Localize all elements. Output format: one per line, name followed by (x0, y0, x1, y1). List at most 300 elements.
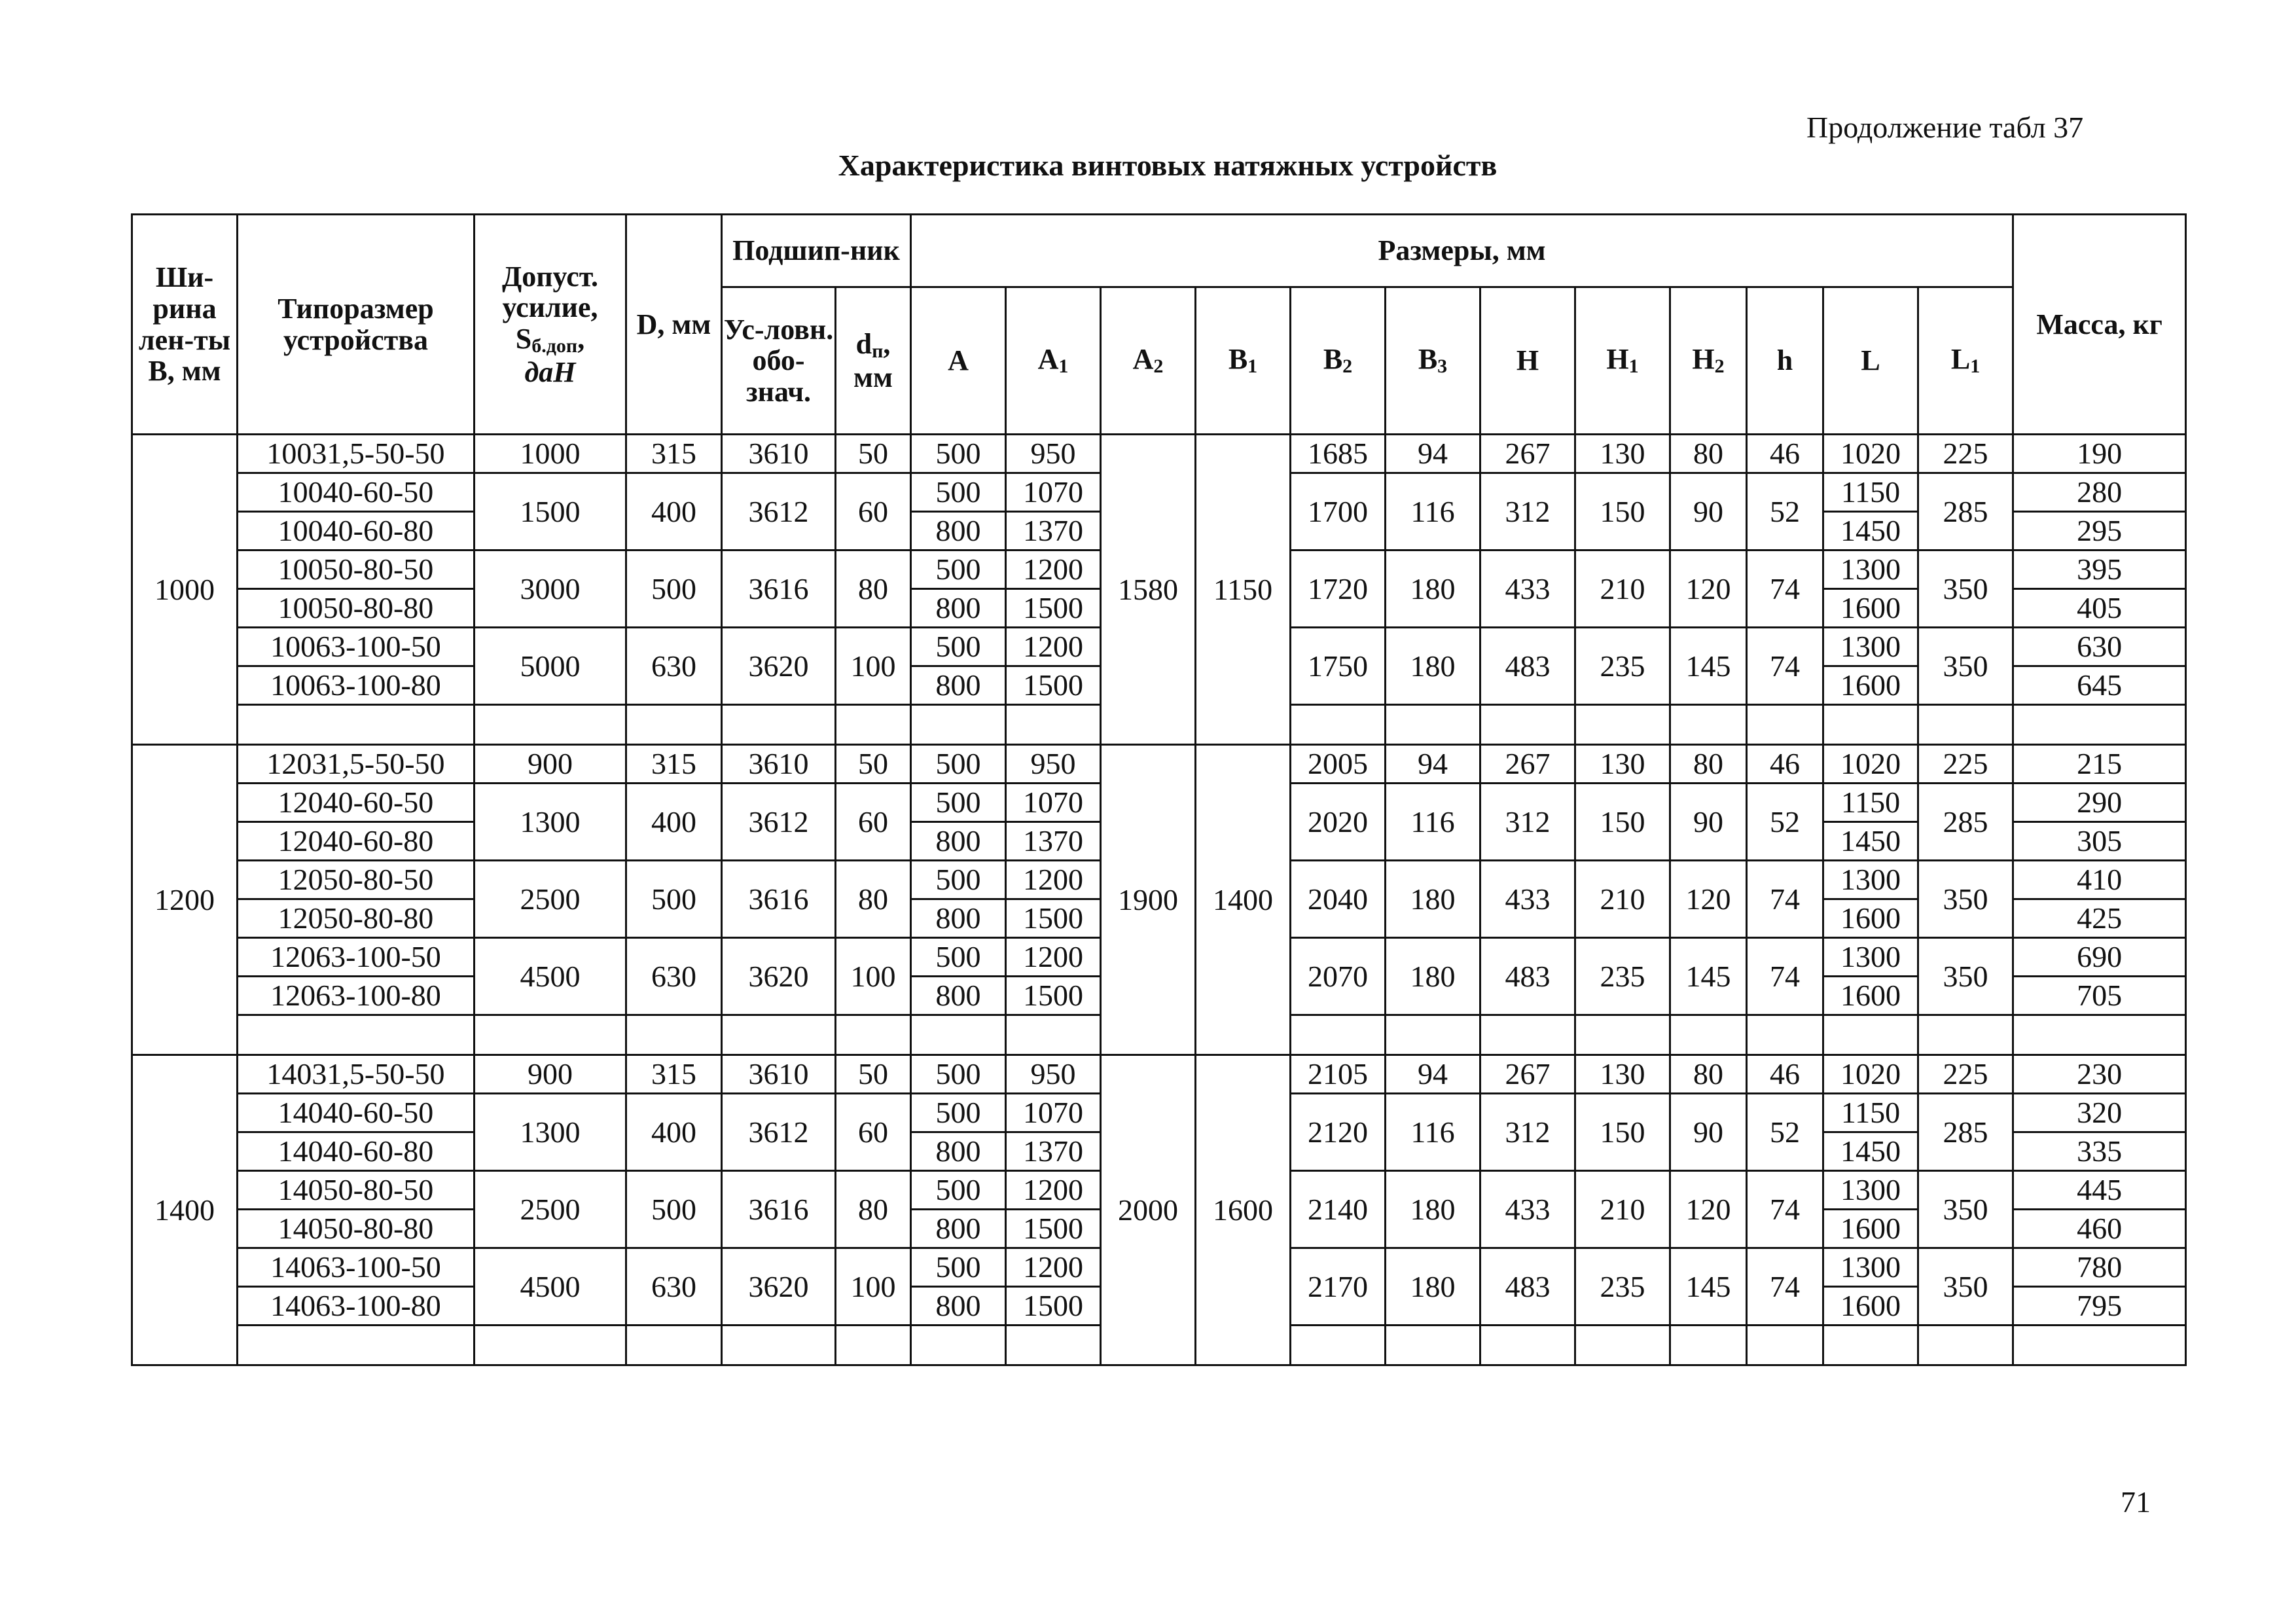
diameter-cell: 500 (626, 550, 722, 628)
dim-h-cell: 267 (1480, 1055, 1575, 1094)
blank-cell (1747, 1015, 1823, 1055)
dim-a-cell: 800 (911, 1287, 1006, 1326)
dim-b3-cell: 180 (1386, 938, 1480, 1015)
header-dim-subscript: 2 (1714, 355, 1725, 378)
dp-cell: 50 (836, 745, 911, 784)
dim-h-cell: 483 (1480, 628, 1575, 705)
dim-h1-cell: 130 (1575, 1055, 1670, 1094)
dim-a-cell: 500 (911, 861, 1006, 899)
dim-a1-cell: 1070 (1006, 1094, 1101, 1132)
dim-b3-cell: 116 (1386, 473, 1480, 550)
dim-h1-cell: 235 (1575, 628, 1670, 705)
dim-a-cell: 800 (911, 512, 1006, 550)
dim-b3-cell: 94 (1386, 435, 1480, 473)
device-type-cell: 12040-60-80 (238, 822, 475, 861)
blank-cell (475, 705, 626, 745)
dim-l1-cell: 225 (1918, 435, 2013, 473)
belt-width-cell: 1200 (132, 745, 238, 1055)
dim-h-cell: 267 (1480, 745, 1575, 784)
dim-b2-cell: 1685 (1291, 435, 1386, 473)
dim-h2-cell: 145 (1670, 1248, 1747, 1326)
dim-a1-cell: 1200 (1006, 628, 1101, 666)
blank-cell (1480, 1015, 1575, 1055)
force-cell: 5000 (475, 628, 626, 705)
device-type-cell: 14031,5-50-50 (238, 1055, 475, 1094)
dim-l-cell: 1600 (1823, 1210, 1918, 1248)
device-type-cell: 12063-100-80 (238, 977, 475, 1015)
tension-devices-table (131, 213, 2187, 1366)
diameter-cell: 630 (626, 1248, 722, 1326)
dim-h2-cell: 90 (1670, 473, 1747, 550)
dim-a-cell: 500 (911, 938, 1006, 977)
header-dim-subscript: 1 (1970, 355, 1981, 378)
dim-h2-cell: 90 (1670, 784, 1747, 861)
dim-h2-cell: 120 (1670, 1171, 1747, 1248)
dim-a1-cell: 1370 (1006, 512, 1101, 550)
force-cell: 1300 (475, 784, 626, 861)
dim-a2-cell: 1580 (1101, 435, 1196, 745)
blank-cell (2013, 705, 2186, 745)
diameter-cell: 315 (626, 745, 722, 784)
dim-b3-cell: 116 (1386, 784, 1480, 861)
bearing-code-cell: 3610 (722, 1055, 836, 1094)
dim-b3-cell: 180 (1386, 1171, 1480, 1248)
dim-h-cell: 312 (1480, 784, 1575, 861)
blank-cell (1006, 1326, 1101, 1365)
dim-a1-cell: 1500 (1006, 977, 1101, 1015)
mass-cell: 645 (2013, 666, 2186, 705)
dim-a2-cell: 1900 (1101, 745, 1196, 1055)
blank-cell (1747, 1326, 1823, 1365)
dim-a1-cell: 1500 (1006, 899, 1101, 938)
dim-small-h-cell: 52 (1747, 1094, 1823, 1171)
dim-small-h-cell: 74 (1747, 550, 1823, 628)
device-type-cell: 10050-80-50 (238, 550, 475, 589)
dim-l-cell: 1020 (1823, 745, 1918, 784)
device-type-cell: 12031,5-50-50 (238, 745, 475, 784)
dim-h1-cell: 235 (1575, 938, 1670, 1015)
dim-h-cell: 483 (1480, 938, 1575, 1015)
mass-cell: 290 (2013, 784, 2186, 822)
dim-h2-cell: 80 (1670, 1055, 1747, 1094)
device-type-cell: 12050-80-80 (238, 899, 475, 938)
force-cell: 900 (475, 1055, 626, 1094)
dim-b2-cell: 2005 (1291, 745, 1386, 784)
dim-l-cell: 1600 (1823, 977, 1918, 1015)
header-dim-h2 (1670, 287, 1747, 435)
blank-cell (722, 1015, 836, 1055)
dim-a1-cell: 1500 (1006, 1210, 1101, 1248)
dim-a-cell: 500 (911, 473, 1006, 512)
dim-l-cell: 1020 (1823, 435, 1918, 473)
dim-l-cell: 1450 (1823, 822, 1918, 861)
dim-small-h-cell: 74 (1747, 861, 1823, 938)
blank-cell (475, 1015, 626, 1055)
mass-cell: 460 (2013, 1210, 2186, 1248)
dim-l1-cell: 350 (1918, 1248, 2013, 1326)
header-force-label: Допуст. усилие, (501, 260, 599, 324)
bearing-code-cell: 3612 (722, 473, 836, 550)
blank-cell (1291, 1015, 1386, 1055)
dim-h1-cell: 150 (1575, 1094, 1670, 1171)
dim-h1-cell: 210 (1575, 861, 1670, 938)
dim-l-cell: 1020 (1823, 1055, 1918, 1094)
header-dim-letter: L (1950, 343, 1971, 376)
dim-small-h-cell: 74 (1747, 938, 1823, 1015)
blank-cell (722, 705, 836, 745)
blank-cell (836, 1326, 911, 1365)
device-type-cell: 10031,5-50-50 (238, 435, 475, 473)
diameter-cell: 630 (626, 628, 722, 705)
dim-l1-cell: 285 (1918, 473, 2013, 550)
table-body (132, 435, 2186, 1365)
table-title: Характеристика винтовых натяжных устройств (838, 149, 1498, 182)
blank-cell (911, 705, 1006, 745)
dim-l1-cell: 350 (1918, 628, 2013, 705)
dim-h1-cell: 210 (1575, 1171, 1670, 1248)
dim-l1-cell: 225 (1918, 745, 2013, 784)
force-cell: 900 (475, 745, 626, 784)
bearing-code-cell: 3620 (722, 1248, 836, 1326)
dim-l-cell: 1300 (1823, 550, 1918, 589)
blank-cell (1575, 1015, 1670, 1055)
blank-cell (2013, 1015, 2186, 1055)
header-dim-subscript: 3 (1437, 355, 1448, 378)
dim-small-h-cell: 46 (1747, 745, 1823, 784)
header-dim-letter: B (1418, 343, 1438, 376)
header-dim-letter: B (1228, 343, 1248, 376)
header-dim-subscript: 1 (1628, 355, 1639, 378)
header-sizes: Размеры, мм (911, 215, 2013, 287)
dim-l-cell: 1600 (1823, 589, 1918, 628)
dim-a1-cell: 950 (1006, 745, 1101, 784)
table-row (132, 435, 2186, 473)
dim-b2-cell: 2170 (1291, 1248, 1386, 1326)
header-dim-letter: H (1516, 344, 1539, 377)
device-type-cell: 14063-100-50 (238, 1248, 475, 1287)
mass-cell: 305 (2013, 822, 2186, 861)
dim-a-cell: 500 (911, 745, 1006, 784)
header-dp (836, 287, 911, 435)
mass-cell: 230 (2013, 1055, 2186, 1094)
table-continuation-note: Продолжение табл 37 (1806, 111, 2084, 144)
device-type-cell: 14050-80-80 (238, 1210, 475, 1248)
dp-cell: 100 (836, 938, 911, 1015)
dim-b2-cell: 1750 (1291, 628, 1386, 705)
mass-cell: 705 (2013, 977, 2186, 1015)
header-device-type: Типоразмер устройства (238, 215, 475, 435)
dim-a1-cell: 1070 (1006, 784, 1101, 822)
blank-cell (1480, 1326, 1575, 1365)
diameter-cell: 315 (626, 1055, 722, 1094)
dim-b3-cell: 180 (1386, 628, 1480, 705)
diameter-cell: 630 (626, 938, 722, 1015)
dim-h-cell: 433 (1480, 550, 1575, 628)
dim-b1-cell: 1150 (1196, 435, 1291, 745)
dim-a1-cell: 950 (1006, 1055, 1101, 1094)
blank-cell (911, 1015, 1006, 1055)
device-type-cell: 12063-100-50 (238, 938, 475, 977)
dp-cell: 80 (836, 550, 911, 628)
header-dim-subscript: 1 (1247, 355, 1258, 378)
header-dp-symbol: d (855, 327, 872, 360)
bearing-code-cell: 3612 (722, 1094, 836, 1171)
device-type-cell: 12050-80-50 (238, 861, 475, 899)
force-cell: 2500 (475, 1171, 626, 1248)
bearing-code-cell: 3616 (722, 861, 836, 938)
device-type-cell: 14050-80-50 (238, 1171, 475, 1210)
blank-cell (238, 1015, 475, 1055)
blank-cell (1823, 1015, 1918, 1055)
dim-a1-cell: 1200 (1006, 550, 1101, 589)
header-dim-letter: A (1037, 343, 1059, 376)
dim-b3-cell: 180 (1386, 550, 1480, 628)
dim-l1-cell: 350 (1918, 550, 2013, 628)
dim-b2-cell: 1700 (1291, 473, 1386, 550)
table-row (132, 1055, 2186, 1094)
device-type-cell: 10050-80-80 (238, 589, 475, 628)
header-bearing: Подшип-ник (722, 215, 911, 287)
diameter-cell: 500 (626, 1171, 722, 1248)
blank-cell (1670, 1326, 1747, 1365)
dim-l-cell: 1600 (1823, 666, 1918, 705)
header-dim-letter: H (1606, 343, 1629, 376)
dim-a1-cell: 950 (1006, 435, 1101, 473)
dim-b2-cell: 2020 (1291, 784, 1386, 861)
bearing-code-cell: 3610 (722, 435, 836, 473)
dim-l1-cell: 285 (1918, 1094, 2013, 1171)
blank-cell (911, 1326, 1006, 1365)
dim-b2-cell: 2070 (1291, 938, 1386, 1015)
dp-cell: 60 (836, 784, 911, 861)
dim-h2-cell: 80 (1670, 745, 1747, 784)
dim-b2-cell: 1720 (1291, 550, 1386, 628)
dim-l1-cell: 350 (1918, 938, 2013, 1015)
blank-cell (1918, 1326, 2013, 1365)
dim-a-cell: 500 (911, 628, 1006, 666)
dim-a-cell: 800 (911, 977, 1006, 1015)
bearing-code-cell: 3620 (722, 938, 836, 1015)
dim-l-cell: 1300 (1823, 1171, 1918, 1210)
dim-h2-cell: 80 (1670, 435, 1747, 473)
header-dim-h (1480, 287, 1575, 435)
dim-b2-cell: 2140 (1291, 1171, 1386, 1248)
blank-cell (1670, 705, 1747, 745)
dim-l1-cell: 285 (1918, 784, 2013, 861)
header-dim-a1 (1006, 287, 1101, 435)
dp-cell: 100 (836, 628, 911, 705)
mass-cell: 280 (2013, 473, 2186, 512)
header-dim-l1 (1918, 287, 2013, 435)
force-cell: 1000 (475, 435, 626, 473)
mass-cell: 410 (2013, 861, 2186, 899)
force-cell: 1300 (475, 1094, 626, 1171)
blank-cell (1747, 705, 1823, 745)
dim-l-cell: 1600 (1823, 1287, 1918, 1326)
dim-a-cell: 800 (911, 899, 1006, 938)
dim-a1-cell: 1200 (1006, 1248, 1101, 1287)
dim-h1-cell: 210 (1575, 550, 1670, 628)
dim-a1-cell: 1370 (1006, 822, 1101, 861)
dim-a-cell: 500 (911, 1171, 1006, 1210)
diameter-cell: 400 (626, 473, 722, 550)
bearing-code-cell: 3610 (722, 745, 836, 784)
dim-small-h-cell: 74 (1747, 1171, 1823, 1248)
dim-h1-cell: 235 (1575, 1248, 1670, 1326)
dim-h2-cell: 145 (1670, 938, 1747, 1015)
dim-h-cell: 483 (1480, 1248, 1575, 1326)
dp-cell: 50 (836, 435, 911, 473)
dim-a1-cell: 1200 (1006, 1171, 1101, 1210)
dim-b3-cell: 180 (1386, 1248, 1480, 1326)
header-dp-subscript: п (872, 340, 884, 362)
dim-h2-cell: 120 (1670, 550, 1747, 628)
dim-b3-cell: 94 (1386, 1055, 1480, 1094)
dim-l-cell: 1300 (1823, 938, 1918, 977)
force-cell: 4500 (475, 938, 626, 1015)
dim-a1-cell: 1500 (1006, 666, 1101, 705)
diameter-cell: 400 (626, 1094, 722, 1171)
blank-cell (1386, 1015, 1480, 1055)
table-header (132, 215, 2186, 435)
dim-a-cell: 500 (911, 435, 1006, 473)
dim-small-h-cell: 52 (1747, 784, 1823, 861)
dim-small-h-cell: 74 (1747, 628, 1823, 705)
device-type-cell: 10040-60-50 (238, 473, 475, 512)
dp-cell: 60 (836, 473, 911, 550)
header-dim-letter: A (1132, 343, 1154, 376)
dp-cell: 80 (836, 1171, 911, 1248)
header-dim-l (1823, 287, 1918, 435)
diameter-cell: 500 (626, 861, 722, 938)
dim-l-cell: 1300 (1823, 861, 1918, 899)
dim-small-h-cell: 46 (1747, 435, 1823, 473)
dim-l-cell: 1300 (1823, 628, 1918, 666)
device-type-cell: 14063-100-80 (238, 1287, 475, 1326)
dim-a-cell: 800 (911, 1210, 1006, 1248)
header-dim-a2 (1101, 287, 1196, 435)
dim-h-cell: 433 (1480, 861, 1575, 938)
blank-cell (1918, 1015, 2013, 1055)
device-type-cell: 10063-100-80 (238, 666, 475, 705)
dim-a-cell: 800 (911, 589, 1006, 628)
blank-cell (1386, 705, 1480, 745)
bearing-code-cell: 3616 (722, 550, 836, 628)
belt-width-cell: 1400 (132, 1055, 238, 1365)
dim-h-cell: 433 (1480, 1171, 1575, 1248)
dim-l-cell: 1150 (1823, 1094, 1918, 1132)
dp-cell: 100 (836, 1248, 911, 1326)
blank-cell (1823, 705, 1918, 745)
blank-cell (1006, 705, 1101, 745)
mass-cell: 405 (2013, 589, 2186, 628)
header-allowed-force: Допуст. усилие, $S_{б.доп}$, даН (475, 215, 626, 435)
dim-a-cell: 500 (911, 1055, 1006, 1094)
mass-cell: 780 (2013, 1248, 2186, 1287)
mass-cell: 295 (2013, 512, 2186, 550)
header-dim-subscript: 1 (1058, 355, 1069, 378)
dim-a1-cell: 1070 (1006, 473, 1101, 512)
mass-cell: 795 (2013, 1287, 2186, 1326)
blank-cell (836, 705, 911, 745)
header-diameter: D, мм (626, 215, 722, 435)
dim-h-cell: 312 (1480, 1094, 1575, 1171)
dim-l-cell: 1150 (1823, 784, 1918, 822)
blank-cell (1480, 705, 1575, 745)
header-dim-b1 (1196, 287, 1291, 435)
force-cell: 2500 (475, 861, 626, 938)
dim-a1-cell: 1370 (1006, 1132, 1101, 1171)
blank-cell (2013, 1326, 2186, 1365)
dim-b3-cell: 94 (1386, 745, 1480, 784)
header-dim-letter: h (1776, 344, 1793, 377)
dim-b2-cell: 2120 (1291, 1094, 1386, 1171)
blank-cell (475, 1326, 626, 1365)
dp-cell: 60 (836, 1094, 911, 1171)
dim-a-cell: 800 (911, 822, 1006, 861)
blank-cell (1918, 705, 2013, 745)
mass-cell: 320 (2013, 1094, 2186, 1132)
blank-cell (626, 705, 722, 745)
mass-cell: 445 (2013, 1171, 2186, 1210)
table-row (132, 745, 2186, 784)
dim-b2-cell: 2040 (1291, 861, 1386, 938)
header-mass: Масса, кг (2013, 215, 2186, 435)
dim-a-cell: 500 (911, 1248, 1006, 1287)
blank-cell (1386, 1326, 1480, 1365)
dim-h-cell: 312 (1480, 473, 1575, 550)
force-cell: 1500 (475, 473, 626, 550)
dim-h1-cell: 130 (1575, 745, 1670, 784)
dim-a1-cell: 1200 (1006, 938, 1101, 977)
dim-l-cell: 1450 (1823, 512, 1918, 550)
dim-a-cell: 500 (911, 1094, 1006, 1132)
device-type-cell: 10040-60-80 (238, 512, 475, 550)
dp-cell: 50 (836, 1055, 911, 1094)
mass-cell: 395 (2013, 550, 2186, 589)
blank-cell (238, 1326, 475, 1365)
mass-cell: 190 (2013, 435, 2186, 473)
dim-a1-cell: 1500 (1006, 589, 1101, 628)
dim-b2-cell: 2105 (1291, 1055, 1386, 1094)
dp-cell: 80 (836, 861, 911, 938)
dim-l-cell: 1150 (1823, 473, 1918, 512)
dim-a2-cell: 2000 (1101, 1055, 1196, 1365)
force-cell: 3000 (475, 550, 626, 628)
header-dim-subscript: 2 (1153, 355, 1164, 378)
mass-cell: 425 (2013, 899, 2186, 938)
dim-small-h-cell: 46 (1747, 1055, 1823, 1094)
blank-cell (1575, 705, 1670, 745)
header-dim-h1 (1575, 287, 1670, 435)
bearing-code-cell: 3612 (722, 784, 836, 861)
dim-a-cell: 800 (911, 1132, 1006, 1171)
belt-width-cell: 1000 (132, 435, 238, 745)
header-dim-a (911, 287, 1006, 435)
header-dim-h (1747, 287, 1823, 435)
header-dim-b3 (1386, 287, 1480, 435)
blank-cell (836, 1015, 911, 1055)
dim-l-cell: 1600 (1823, 899, 1918, 938)
diameter-cell: 400 (626, 784, 722, 861)
dim-a-cell: 800 (911, 666, 1006, 705)
blank-cell (1823, 1326, 1918, 1365)
header-dim-subscript: 2 (1342, 355, 1353, 378)
dim-l1-cell: 350 (1918, 1171, 2013, 1248)
blank-cell (1006, 1015, 1101, 1055)
blank-cell (626, 1326, 722, 1365)
dim-l1-cell: 225 (1918, 1055, 2013, 1094)
